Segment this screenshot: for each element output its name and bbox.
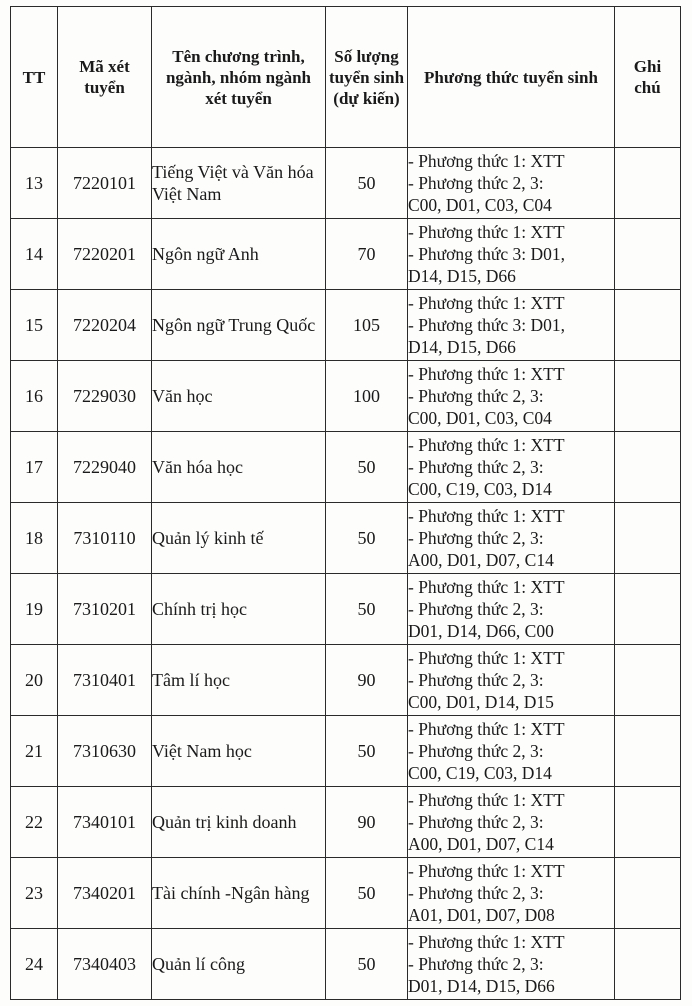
table-row (11, 645, 681, 716)
note-cell (615, 290, 681, 361)
header-note: Ghi chú (615, 7, 681, 148)
enrollment-quantity: 50 (326, 574, 408, 645)
method-line: A00, D01, D07, C14 (408, 834, 554, 854)
row-number: 17 (11, 432, 58, 503)
admission-method (408, 716, 615, 787)
note-cell (615, 148, 681, 219)
admission-code: 7340101 (58, 787, 152, 858)
program-name: Tâm lí học (152, 645, 326, 716)
note-cell (615, 432, 681, 503)
enrollment-quantity: 70 (326, 219, 408, 290)
method-line: - Phương thức 1: XTT (408, 577, 565, 597)
row-number: 13 (11, 148, 58, 219)
note-cell (615, 574, 681, 645)
method-line: - Phương thức 3: D01, (408, 244, 566, 264)
enrollment-quantity: 105 (326, 290, 408, 361)
method-line: - Phương thức 1: XTT (408, 932, 565, 952)
row-number: 18 (11, 503, 58, 574)
enrollment-quantity: 50 (326, 716, 408, 787)
admission-method (408, 219, 615, 290)
method-line: - Phương thức 1: XTT (408, 151, 565, 171)
enrollment-quantity: 50 (326, 858, 408, 929)
table-row (11, 787, 681, 858)
admission-method (408, 432, 615, 503)
method-line: - Phương thức 1: XTT (408, 719, 565, 739)
method-line: - Phương thức 2, 3: (408, 528, 544, 548)
program-name: Ngôn ngữ Anh (152, 219, 326, 290)
row-number: 14 (11, 219, 58, 290)
table-row (11, 290, 681, 361)
method-line: D14, D15, D66 (408, 337, 516, 357)
note-cell (615, 645, 681, 716)
admission-code: 7340403 (58, 929, 152, 1000)
note-cell (615, 219, 681, 290)
table-row (11, 716, 681, 787)
admission-method (408, 858, 615, 929)
method-line: - Phương thức 1: XTT (408, 435, 565, 455)
program-name: Việt Nam học (152, 716, 326, 787)
method-line: - Phương thức 2, 3: (408, 670, 544, 690)
admission-code: 7229040 (58, 432, 152, 503)
table-row (11, 503, 681, 574)
admission-code: 7220101 (58, 148, 152, 219)
admission-method (408, 290, 615, 361)
table-row (11, 432, 681, 503)
program-name: Quản lí công (152, 929, 326, 1000)
admission-method (408, 574, 615, 645)
note-cell (615, 716, 681, 787)
method-line: - Phương thức 2, 3: (408, 599, 544, 619)
admission-code: 7229030 (58, 361, 152, 432)
note-cell (615, 929, 681, 1000)
program-name: Chính trị học (152, 574, 326, 645)
header-quantity: Số lượng tuyển sinh (dự kiến) (326, 7, 408, 148)
method-line: D01, D14, D15, D66 (408, 976, 555, 996)
method-line: - Phương thức 2, 3: (408, 883, 544, 903)
admission-code: 7310401 (58, 645, 152, 716)
method-line: - Phương thức 2, 3: (408, 173, 544, 193)
admission-method (408, 929, 615, 1000)
method-line: - Phương thức 1: XTT (408, 293, 565, 313)
program-name: Quản lý kinh tế (152, 503, 326, 574)
admission-code: 7340201 (58, 858, 152, 929)
method-line: C00, D01, D14, D15 (408, 692, 554, 712)
row-number: 16 (11, 361, 58, 432)
table-row (11, 148, 681, 219)
header-code: Mã xét tuyển (58, 7, 152, 148)
table-row (11, 858, 681, 929)
row-number: 15 (11, 290, 58, 361)
enrollment-quantity: 50 (326, 432, 408, 503)
note-cell (615, 503, 681, 574)
admission-method (408, 503, 615, 574)
method-line: - Phương thức 2, 3: (408, 954, 544, 974)
program-name: Văn hóa học (152, 432, 326, 503)
admission-method (408, 361, 615, 432)
method-line: - Phương thức 1: XTT (408, 222, 565, 242)
header-method: Phương thức tuyển sinh (408, 7, 615, 148)
enrollment-quantity: 50 (326, 503, 408, 574)
method-line: - Phương thức 3: D01, (408, 315, 566, 335)
row-number: 21 (11, 716, 58, 787)
program-name: Văn học (152, 361, 326, 432)
method-line: - Phương thức 1: XTT (408, 790, 565, 810)
method-line: C00, C19, C03, D14 (408, 479, 552, 499)
table-row (11, 219, 681, 290)
note-cell (615, 858, 681, 929)
admission-method (408, 645, 615, 716)
method-line: - Phương thức 2, 3: (408, 386, 544, 406)
admission-code: 7310201 (58, 574, 152, 645)
admission-code: 7310110 (58, 503, 152, 574)
row-number: 19 (11, 574, 58, 645)
enrollment-quantity: 90 (326, 645, 408, 716)
method-line: - Phương thức 1: XTT (408, 861, 565, 881)
table-header-row (11, 7, 681, 148)
method-line: - Phương thức 1: XTT (408, 364, 565, 384)
row-number: 23 (11, 858, 58, 929)
program-name: Tiếng Việt và Văn hóa Việt Nam (152, 148, 326, 219)
note-cell (615, 361, 681, 432)
header-name: Tên chương trình, ngành, nhóm ngành xét tuyển (152, 7, 326, 148)
method-line: C00, D01, C03, C04 (408, 195, 552, 215)
table-row (11, 574, 681, 645)
admission-code: 7220204 (58, 290, 152, 361)
method-line: C00, D01, C03, C04 (408, 408, 552, 428)
method-line: D01, D14, D66, C00 (408, 621, 554, 641)
table-row (11, 361, 681, 432)
method-line: C00, C19, C03, D14 (408, 763, 552, 783)
program-name: Tài chính -Ngân hàng (152, 858, 326, 929)
enrollment-quantity: 50 (326, 929, 408, 1000)
table-body (11, 148, 681, 1000)
admission-method (408, 148, 615, 219)
method-line: D14, D15, D66 (408, 266, 516, 286)
note-cell (615, 787, 681, 858)
method-line: A00, D01, D07, C14 (408, 550, 554, 570)
enrollment-quantity: 50 (326, 148, 408, 219)
admission-code: 7220201 (58, 219, 152, 290)
enrollment-quantity: 90 (326, 787, 408, 858)
method-line: A01, D01, D07, D08 (408, 905, 555, 925)
admission-code: 7310630 (58, 716, 152, 787)
method-line: - Phương thức 1: XTT (408, 506, 565, 526)
method-line: - Phương thức 2, 3: (408, 457, 544, 477)
admission-method (408, 787, 615, 858)
table-row (11, 929, 681, 1000)
method-line: - Phương thức 1: XTT (408, 648, 565, 668)
row-number: 20 (11, 645, 58, 716)
header-tt: TT (11, 7, 58, 148)
row-number: 24 (11, 929, 58, 1000)
program-name: Quản trị kinh doanh (152, 787, 326, 858)
method-line: - Phương thức 2, 3: (408, 741, 544, 761)
row-number: 22 (11, 787, 58, 858)
enrollment-quantity: 100 (326, 361, 408, 432)
method-line: - Phương thức 2, 3: (408, 812, 544, 832)
admissions-table (10, 6, 681, 1000)
program-name: Ngôn ngữ Trung Quốc (152, 290, 326, 361)
